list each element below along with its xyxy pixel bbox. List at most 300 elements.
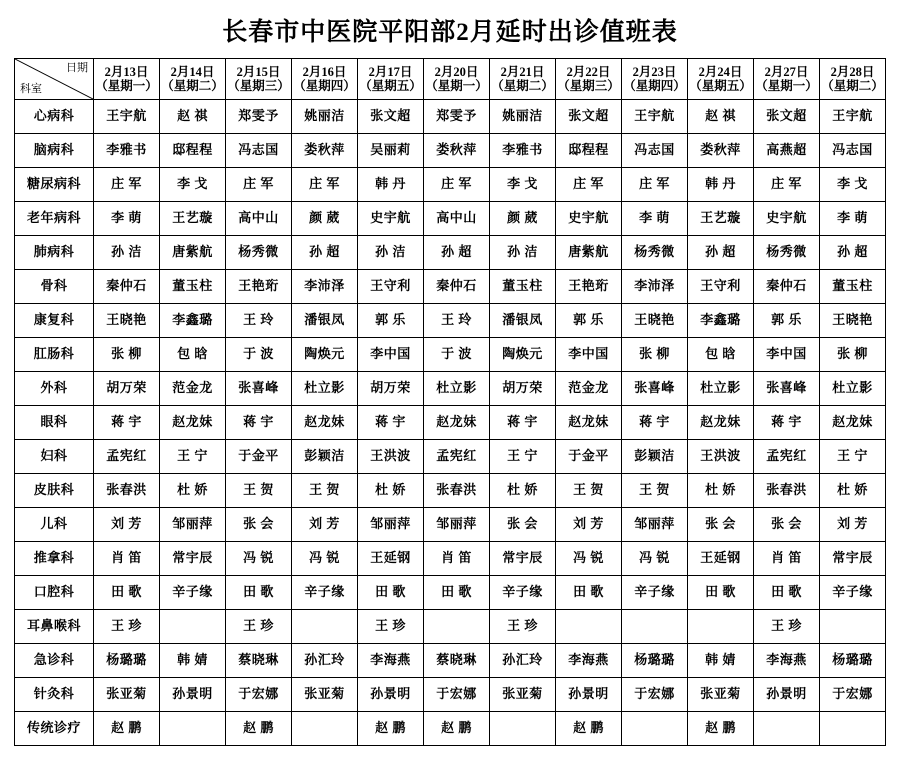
doctor-name-cell: 孙景明 [556, 678, 622, 712]
doctor-name-cell: 韩 丹 [358, 168, 424, 202]
doctor-name-cell: 于金平 [226, 440, 292, 474]
table-row [15, 100, 886, 134]
column-header-week: （星期二） [161, 79, 224, 93]
doctor-name-cell: 田 歌 [556, 576, 622, 610]
doctor-name-cell: 王 珍 [94, 610, 160, 644]
table-body [15, 100, 886, 746]
column-header [424, 59, 490, 100]
column-header-date: 2月28日 [830, 64, 875, 79]
doctor-name-cell: 娄秋萍 [688, 134, 754, 168]
doctor-name-cell: 田 歌 [226, 576, 292, 610]
doctor-name-cell: 张 柳 [94, 338, 160, 372]
doctor-name-cell: 李雅书 [94, 134, 160, 168]
doctor-name-cell: 王宇航 [820, 100, 886, 134]
doctor-name-cell: 李 萌 [820, 202, 886, 236]
doctor-name-cell: 李海燕 [358, 644, 424, 678]
column-header-week: （星期五） [689, 79, 752, 93]
doctor-name-cell: 王晓艳 [94, 304, 160, 338]
table-row [15, 542, 886, 576]
doctor-name-cell: 蒋 宇 [358, 406, 424, 440]
department-cell: 脑病科 [15, 134, 94, 168]
table-row [15, 236, 886, 270]
doctor-name-cell: 冯 锐 [622, 542, 688, 576]
doctor-name-cell: 杨璐璐 [94, 644, 160, 678]
doctor-name-cell: 董玉柱 [820, 270, 886, 304]
doctor-name-cell: 李沛泽 [292, 270, 358, 304]
doctor-name-cell: 郭 乐 [754, 304, 820, 338]
page-title: 长春市中医院平阳部2月延时出诊值班表 [222, 19, 678, 46]
empty-cell [688, 610, 754, 644]
table-row [15, 610, 886, 644]
doctor-name-cell: 王 玲 [226, 304, 292, 338]
doctor-name-cell: 张文超 [754, 100, 820, 134]
doctor-name-cell: 李雅书 [490, 134, 556, 168]
column-header-week: （星期三） [227, 79, 290, 93]
doctor-name-cell: 赵 鹏 [94, 712, 160, 746]
doctor-name-cell: 李沛泽 [622, 270, 688, 304]
doctor-name-cell: 孙 超 [292, 236, 358, 270]
empty-cell [556, 610, 622, 644]
doctor-name-cell: 潘银凤 [490, 304, 556, 338]
department-cell: 妇科 [15, 440, 94, 474]
doctor-name-cell: 蔡晓琳 [424, 644, 490, 678]
table-row [15, 644, 886, 678]
doctor-name-cell: 孙 超 [820, 236, 886, 270]
column-header-date: 2月14日 [170, 64, 215, 79]
doctor-name-cell: 王 珍 [226, 610, 292, 644]
table-row [15, 270, 886, 304]
doctor-name-cell: 彭颖洁 [292, 440, 358, 474]
doctor-name-cell: 孙 洁 [490, 236, 556, 270]
doctor-name-cell: 庄 军 [622, 168, 688, 202]
doctor-name-cell: 李 戈 [820, 168, 886, 202]
doctor-name-cell: 孟宪红 [754, 440, 820, 474]
doctor-name-cell: 杜 娇 [688, 474, 754, 508]
doctor-name-cell: 颜 葳 [292, 202, 358, 236]
doctor-name-cell: 常宇辰 [160, 542, 226, 576]
doctor-name-cell: 庄 军 [94, 168, 160, 202]
doctor-name-cell: 蒋 宇 [754, 406, 820, 440]
table-row [15, 168, 886, 202]
doctor-name-cell: 包 晗 [160, 338, 226, 372]
table-row [15, 474, 886, 508]
doctor-name-cell: 李 萌 [622, 202, 688, 236]
doctor-name-cell: 姚丽洁 [490, 100, 556, 134]
table-row [15, 202, 886, 236]
doctor-name-cell: 杜立影 [820, 372, 886, 406]
doctor-name-cell: 蔡晓琳 [226, 644, 292, 678]
doctor-name-cell: 秦仲石 [754, 270, 820, 304]
department-cell: 外科 [15, 372, 94, 406]
doctor-name-cell: 王艳珩 [226, 270, 292, 304]
doctor-name-cell: 蒋 宇 [622, 406, 688, 440]
column-header-date: 2月16日 [302, 64, 347, 79]
doctor-name-cell: 郑雯予 [424, 100, 490, 134]
empty-cell [292, 712, 358, 746]
doctor-name-cell: 李 戈 [490, 168, 556, 202]
doctor-name-cell: 张亚菊 [292, 678, 358, 712]
column-header-week: （星期二） [821, 79, 884, 93]
column-header [556, 59, 622, 100]
doctor-name-cell: 李鑫璐 [160, 304, 226, 338]
department-cell: 心病科 [15, 100, 94, 134]
table-row [15, 134, 886, 168]
doctor-name-cell: 高燕超 [754, 134, 820, 168]
doctor-name-cell: 于宏娜 [226, 678, 292, 712]
doctor-name-cell: 蒋 宇 [94, 406, 160, 440]
doctor-name-cell: 赵龙妹 [820, 406, 886, 440]
doctor-name-cell: 庄 军 [226, 168, 292, 202]
doctor-name-cell: 颜 葳 [490, 202, 556, 236]
column-header [820, 59, 886, 100]
doctor-name-cell: 王 宁 [490, 440, 556, 474]
doctor-name-cell: 冯 锐 [556, 542, 622, 576]
doctor-name-cell: 王守利 [688, 270, 754, 304]
table-row [15, 712, 886, 746]
doctor-name-cell: 邹丽萍 [160, 508, 226, 542]
doctor-name-cell: 赵 鹏 [226, 712, 292, 746]
doctor-name-cell: 张文超 [556, 100, 622, 134]
doctor-name-cell: 辛子缘 [160, 576, 226, 610]
column-header-week: （星期五） [359, 79, 422, 93]
corner-date-label: 日期 [66, 62, 88, 74]
doctor-name-cell: 秦仲石 [424, 270, 490, 304]
doctor-name-cell: 胡万荣 [94, 372, 160, 406]
department-cell: 老年病科 [15, 202, 94, 236]
doctor-name-cell: 邹丽萍 [622, 508, 688, 542]
doctor-name-cell: 张 柳 [622, 338, 688, 372]
doctor-name-cell: 蒋 宇 [226, 406, 292, 440]
doctor-name-cell: 张喜峰 [754, 372, 820, 406]
doctor-name-cell: 孙 超 [424, 236, 490, 270]
empty-cell [622, 712, 688, 746]
doctor-name-cell: 李海燕 [556, 644, 622, 678]
doctor-name-cell: 孙景明 [160, 678, 226, 712]
department-cell: 眼科 [15, 406, 94, 440]
department-cell: 推拿科 [15, 542, 94, 576]
corner-dept-label: 科室 [20, 83, 42, 96]
doctor-name-cell: 郑雯予 [226, 100, 292, 134]
table-row [15, 440, 886, 474]
doctor-name-cell: 董玉柱 [160, 270, 226, 304]
doctor-name-cell: 张亚菊 [490, 678, 556, 712]
doctor-name-cell: 杨璐璐 [622, 644, 688, 678]
department-cell: 肺病科 [15, 236, 94, 270]
doctor-name-cell: 韩 婧 [160, 644, 226, 678]
doctor-name-cell: 张喜峰 [226, 372, 292, 406]
doctor-name-cell: 董玉柱 [490, 270, 556, 304]
doctor-name-cell: 刘 芳 [820, 508, 886, 542]
doctor-name-cell: 王晓艳 [622, 304, 688, 338]
doctor-name-cell: 孙 洁 [94, 236, 160, 270]
doctor-name-cell: 邸程程 [556, 134, 622, 168]
doctor-name-cell: 田 歌 [688, 576, 754, 610]
column-header-date: 2月22日 [566, 64, 611, 79]
doctor-name-cell: 肖 笛 [754, 542, 820, 576]
doctor-name-cell: 韩 婧 [688, 644, 754, 678]
empty-cell [424, 610, 490, 644]
column-header-week: （星期四） [293, 79, 356, 93]
doctor-name-cell: 常宇辰 [490, 542, 556, 576]
doctor-name-cell: 张春洪 [94, 474, 160, 508]
doctor-name-cell: 于金平 [556, 440, 622, 474]
doctor-name-cell: 辛子缘 [622, 576, 688, 610]
doctor-name-cell: 辛子缘 [820, 576, 886, 610]
doctor-name-cell: 赵 鹏 [556, 712, 622, 746]
doctor-name-cell: 孙 洁 [358, 236, 424, 270]
doctor-name-cell: 杨秀微 [622, 236, 688, 270]
empty-cell [490, 712, 556, 746]
doctor-name-cell: 刘 芳 [94, 508, 160, 542]
doctor-name-cell: 王 贺 [622, 474, 688, 508]
column-header [226, 59, 292, 100]
doctor-name-cell: 孙 超 [688, 236, 754, 270]
doctor-name-cell: 范金龙 [556, 372, 622, 406]
doctor-name-cell: 王 珍 [358, 610, 424, 644]
doctor-name-cell: 庄 军 [292, 168, 358, 202]
doctor-name-cell: 冯 锐 [226, 542, 292, 576]
table-row [15, 338, 886, 372]
doctor-name-cell: 郭 乐 [358, 304, 424, 338]
doctor-name-cell: 赵龙妹 [292, 406, 358, 440]
doctor-name-cell: 刘 芳 [556, 508, 622, 542]
doctor-name-cell: 李 戈 [160, 168, 226, 202]
department-cell: 糖尿病科 [15, 168, 94, 202]
department-cell: 康复科 [15, 304, 94, 338]
table-row [15, 304, 886, 338]
doctor-name-cell: 刘 芳 [292, 508, 358, 542]
doctor-name-cell: 王守利 [358, 270, 424, 304]
doctor-name-cell: 冯志国 [622, 134, 688, 168]
doctor-name-cell: 常宇辰 [820, 542, 886, 576]
doctor-name-cell: 赵 鹏 [688, 712, 754, 746]
doctor-name-cell: 庄 军 [424, 168, 490, 202]
column-header-date: 2月17日 [368, 64, 413, 79]
doctor-name-cell: 杨璐璐 [820, 644, 886, 678]
empty-cell [820, 610, 886, 644]
doctor-name-cell: 冯 锐 [292, 542, 358, 576]
empty-cell [754, 712, 820, 746]
doctor-name-cell: 王洪波 [358, 440, 424, 474]
doctor-name-cell: 高中山 [424, 202, 490, 236]
column-header-date: 2月23日 [632, 64, 677, 79]
doctor-name-cell: 张 会 [490, 508, 556, 542]
doctor-name-cell: 赵 鹏 [424, 712, 490, 746]
doctor-name-cell: 王 珍 [490, 610, 556, 644]
doctor-name-cell: 张 会 [688, 508, 754, 542]
doctor-name-cell: 郭 乐 [556, 304, 622, 338]
column-header-week: （星期二） [491, 79, 554, 93]
doctor-name-cell: 杜立影 [688, 372, 754, 406]
empty-cell [160, 712, 226, 746]
table-row [15, 508, 886, 542]
column-header-date: 2月21日 [500, 64, 545, 79]
doctor-name-cell: 彭颖洁 [622, 440, 688, 474]
column-header-week: （星期一） [95, 79, 158, 93]
empty-cell [820, 712, 886, 746]
doctor-name-cell: 陶焕元 [292, 338, 358, 372]
doctor-name-cell: 杜 娇 [490, 474, 556, 508]
doctor-name-cell: 张 会 [226, 508, 292, 542]
empty-cell [622, 610, 688, 644]
doctor-name-cell: 王艳珩 [556, 270, 622, 304]
table-header [15, 59, 886, 100]
doctor-name-cell: 杜立影 [424, 372, 490, 406]
doctor-name-cell: 张 会 [754, 508, 820, 542]
doctor-name-cell: 王洪波 [688, 440, 754, 474]
column-header [94, 59, 160, 100]
doctor-name-cell: 于宏娜 [622, 678, 688, 712]
doctor-name-cell: 李中国 [754, 338, 820, 372]
column-header-week: （星期一） [425, 79, 488, 93]
column-header-week: （星期三） [557, 79, 620, 93]
doctor-name-cell: 张亚菊 [688, 678, 754, 712]
doctor-name-cell: 王 宁 [820, 440, 886, 474]
column-header-date: 2月15日 [236, 64, 281, 79]
doctor-name-cell: 赵 祺 [160, 100, 226, 134]
doctor-name-cell: 王 贺 [292, 474, 358, 508]
doctor-name-cell: 张春洪 [424, 474, 490, 508]
doctor-name-cell: 于 波 [424, 338, 490, 372]
doctor-name-cell: 于 波 [226, 338, 292, 372]
doctor-name-cell: 杜立影 [292, 372, 358, 406]
doctor-name-cell: 王延钢 [688, 542, 754, 576]
doctor-name-cell: 赵 祺 [688, 100, 754, 134]
doctor-name-cell: 娄秋萍 [424, 134, 490, 168]
doctor-name-cell: 王 贺 [226, 474, 292, 508]
column-header-date: 2月24日 [698, 64, 743, 79]
doctor-name-cell: 于宏娜 [820, 678, 886, 712]
doctor-name-cell: 庄 军 [754, 168, 820, 202]
department-cell: 肛肠科 [15, 338, 94, 372]
doctor-name-cell: 韩 丹 [688, 168, 754, 202]
department-cell: 皮肤科 [15, 474, 94, 508]
department-cell: 耳鼻喉科 [15, 610, 94, 644]
doctor-name-cell: 孙汇玲 [292, 644, 358, 678]
doctor-name-cell: 王延钢 [358, 542, 424, 576]
table-row [15, 576, 886, 610]
doctor-name-cell: 肖 笛 [424, 542, 490, 576]
schedule-table [14, 58, 886, 746]
department-cell: 针灸科 [15, 678, 94, 712]
doctor-name-cell: 王 宁 [160, 440, 226, 474]
doctor-name-cell: 邹丽萍 [358, 508, 424, 542]
department-cell: 口腔科 [15, 576, 94, 610]
doctor-name-cell: 杨秀微 [754, 236, 820, 270]
doctor-name-cell: 李中国 [358, 338, 424, 372]
doctor-name-cell: 姚丽洁 [292, 100, 358, 134]
doctor-name-cell: 辛子缘 [292, 576, 358, 610]
doctor-name-cell: 张喜峰 [622, 372, 688, 406]
doctor-name-cell: 孙景明 [754, 678, 820, 712]
doctor-name-cell: 娄秋萍 [292, 134, 358, 168]
doctor-name-cell: 王宇航 [622, 100, 688, 134]
doctor-name-cell: 王晓艳 [820, 304, 886, 338]
doctor-name-cell: 杜 娇 [358, 474, 424, 508]
doctor-name-cell: 赵龙妹 [688, 406, 754, 440]
column-header [688, 59, 754, 100]
department-cell: 急诊科 [15, 644, 94, 678]
column-header-date: 2月27日 [764, 64, 809, 79]
doctor-name-cell: 孟宪红 [94, 440, 160, 474]
doctor-name-cell: 张 柳 [820, 338, 886, 372]
doctor-name-cell: 孙汇玲 [490, 644, 556, 678]
doctor-name-cell: 王艺璇 [688, 202, 754, 236]
doctor-name-cell: 李鑫璐 [688, 304, 754, 338]
doctor-name-cell: 孟宪红 [424, 440, 490, 474]
doctor-name-cell: 赵 鹏 [358, 712, 424, 746]
doctor-name-cell: 唐紫航 [556, 236, 622, 270]
department-cell: 儿科 [15, 508, 94, 542]
doctor-name-cell: 唐紫航 [160, 236, 226, 270]
doctor-name-cell: 肖 笛 [94, 542, 160, 576]
column-header-date: 2月13日 [104, 64, 149, 79]
table-row [15, 406, 886, 440]
doctor-name-cell: 杨秀微 [226, 236, 292, 270]
doctor-name-cell: 李中国 [556, 338, 622, 372]
doctor-name-cell: 潘银凤 [292, 304, 358, 338]
doctor-name-cell: 王艺璇 [160, 202, 226, 236]
doctor-name-cell: 邸程程 [160, 134, 226, 168]
column-header [490, 59, 556, 100]
header-row [15, 59, 886, 100]
doctor-name-cell: 张文超 [358, 100, 424, 134]
doctor-name-cell: 史宇航 [754, 202, 820, 236]
doctor-name-cell: 孙景明 [358, 678, 424, 712]
column-header-week: （星期四） [623, 79, 686, 93]
corner-header-cell [15, 59, 94, 100]
doctor-name-cell: 包 晗 [688, 338, 754, 372]
table-row [15, 678, 886, 712]
doctor-name-cell: 田 歌 [754, 576, 820, 610]
doctor-name-cell: 赵龙妹 [556, 406, 622, 440]
doctor-name-cell: 田 歌 [94, 576, 160, 610]
doctor-name-cell: 吴丽莉 [358, 134, 424, 168]
doctor-name-cell: 王 玲 [424, 304, 490, 338]
doctor-name-cell: 赵龙妹 [424, 406, 490, 440]
doctor-name-cell: 王 珍 [754, 610, 820, 644]
column-header-date: 2月20日 [434, 64, 479, 79]
doctor-name-cell: 杜 娇 [820, 474, 886, 508]
column-header [622, 59, 688, 100]
doctor-name-cell: 蒋 宇 [490, 406, 556, 440]
doctor-name-cell: 冯志国 [226, 134, 292, 168]
doctor-name-cell: 李 萌 [94, 202, 160, 236]
doctor-name-cell: 史宇航 [556, 202, 622, 236]
column-header [358, 59, 424, 100]
doctor-name-cell: 张春洪 [754, 474, 820, 508]
column-header [292, 59, 358, 100]
doctor-name-cell: 胡万荣 [490, 372, 556, 406]
doctor-name-cell: 庄 军 [556, 168, 622, 202]
column-header [754, 59, 820, 100]
empty-cell [160, 610, 226, 644]
doctor-name-cell: 辛子缘 [490, 576, 556, 610]
doctor-name-cell: 赵龙妹 [160, 406, 226, 440]
doctor-name-cell: 田 歌 [424, 576, 490, 610]
doctor-name-cell: 王 贺 [556, 474, 622, 508]
doctor-name-cell: 胡万荣 [358, 372, 424, 406]
doctor-name-cell: 陶焕元 [490, 338, 556, 372]
column-header-week: （星期一） [755, 79, 818, 93]
department-cell: 传统诊疗 [15, 712, 94, 746]
doctor-name-cell: 范金龙 [160, 372, 226, 406]
doctor-name-cell: 史宇航 [358, 202, 424, 236]
column-header [160, 59, 226, 100]
doctor-name-cell: 李海燕 [754, 644, 820, 678]
doctor-name-cell: 张亚菊 [94, 678, 160, 712]
empty-cell [292, 610, 358, 644]
